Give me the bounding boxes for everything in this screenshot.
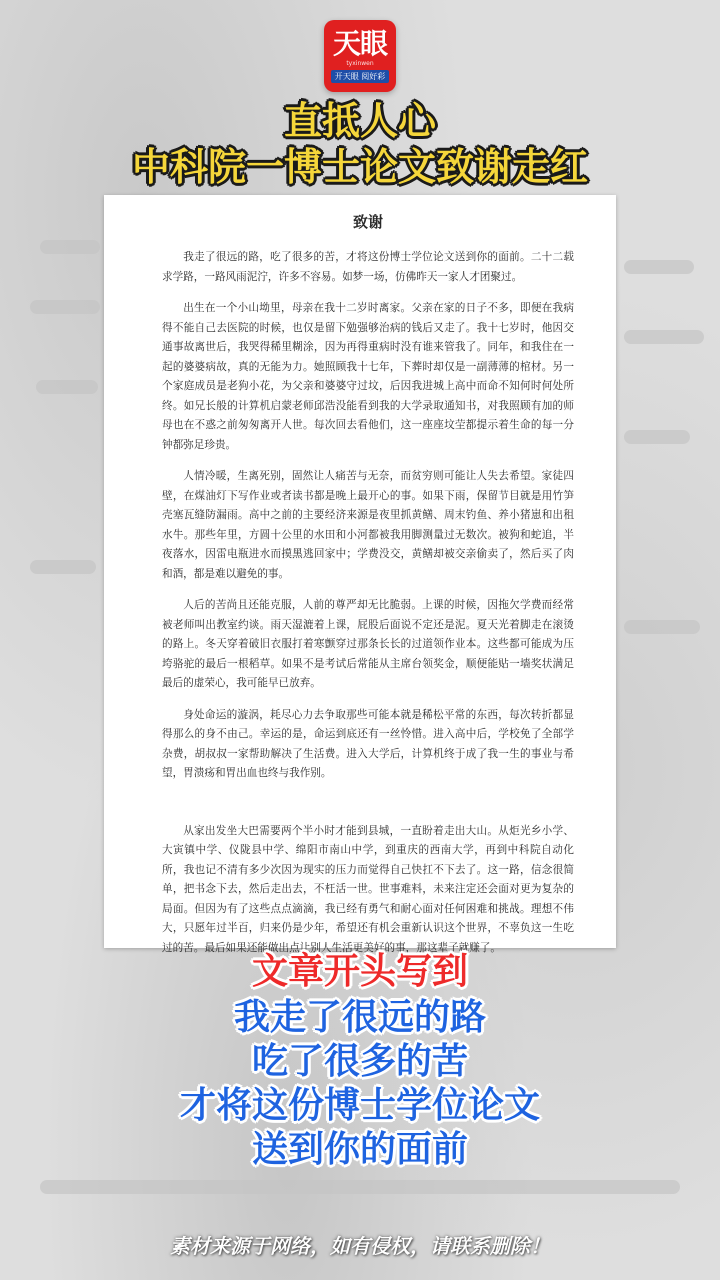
headline-line-2: 中科院一博士论文致谢走红	[131, 145, 588, 189]
caption-quote-line: 才将这份博士学位论文	[179, 1085, 540, 1126]
document-paragraph: 出生在一个小山坳里，母亲在我十二岁时离家。父亲在家的日子不多，即便在我病得不能自己去医院的时候，也仅是留下勉强够治病的钱后又走了。我十七岁时，他因交通事故离世后，我哭得稀里糊涂，因为再得重病时没有谁来管我了。同年，和我住在一起的婆婆病故，真的无能为力。她照顾我十七年，下葬时却仅是一副薄薄的棺材。另一个家庭成员是老狗小花，为父亲和婆婆守过坟，后因我进城上高中而命不知何时何处所终。如兄长般的计算机启蒙老师邱浩没能看到我的大学录取通知书，对我照顾有加的师母也在不惑之前匆匆离开人世。每次回去看他们，这一座座坟茔都提示着生命的每一分钟都弥足珍贵。	[162, 302, 574, 451]
document-paragraph: 人情冷暖，生离死别，固然让人痛苦与无奈，而贫穷则可能让人失去希望。家徒四壁，在煤油灯下写作业或者读书都是晚上最开心的事。如果下雨，保留节目就是用竹笋壳塞瓦缝防漏雨。高中之前的主要经济来源是夜里抓黄鳝、周末钓鱼、养小猪崽和出租水牛。那些年里，方圆十公里的水田和小河都被我用脚测量过无数次。被狗和蛇追，半夜落水，因雷电瓶进水而摸黑逃回家中；学费没交，黄鳝却被交亲偷卖了，然后买了肉和酒，都是难以避免的事。	[162, 470, 574, 580]
caption-quote-line: 送到你的面前	[251, 1129, 468, 1170]
copyright-disclaimer: 素材来源于网络，如有侵权，请联系删除！	[170, 1234, 550, 1258]
acknowledgement-document	[104, 195, 616, 954]
logo-subtext: tyxinwen	[346, 60, 374, 67]
logo-name: 天眼	[332, 27, 387, 60]
caption-quote-line: 我走了很远的路	[233, 997, 486, 1038]
tianyan-logo	[324, 20, 396, 92]
document-paragraph: 从家出发坐大巴需要两个半小时才能到县城，一直盼着走出大山。从炬光乡小学、大寅镇中学、仪陇县中学、绵阳市南山中学，到重庆的西南大学，再到中科院自动化所，我也记不清有多少次因为现实的压力而觉得自己快扛不下去了。这一路，信念很简单，把书念下去，然后走出去，不枉活一世。世事难料，未来注定还会面对更为复杂的局面。但因为有了这些点点滴滴，我已经有勇气和耐心面对任何困难和挑战。理想不伟大，只愿年过半百，归来仍是少年，希望还有机会重新认识这个世界，不辜负这一生吃过的苦。最后如果还能做出点让别人生活更美好的事，那这辈子就赚了。	[162, 824, 574, 954]
document-paragraph: 人后的苦尚且还能克服，人前的尊严却无比脆弱。上课的时候，因拖欠学费而经常被老师叫出教室约谈。雨天湿漉着上课，屁股后面说不定还是泥。夏天光着脚走在滚烫的路上。冬天穿着破旧衣服打着寒颤穿过那条长长的过道领作业本。这些都可能成为压垮骆驼的最后一根稻草。如果不是考试后常能从主席台领奖金，顺便能贴一墙奖状满足最后的虚荣心，我可能早已放弃。	[162, 599, 574, 689]
caption-quote-line: 吃了很多的苦	[251, 1041, 468, 1082]
document-title: 致谢	[352, 213, 383, 231]
document-paragraph: 我走了很远的路，吃了很多的苦，才将这份博士学位论文送到你的面前。二十二载求学路，一路风雨泥泞，许多不容易。如梦一场，仿佛昨天一家人才团聚过。	[162, 251, 574, 283]
document-paragraph: 身处命运的漩涡，耗尽心力去争取那些可能本就是稀松平常的东西，每次转折都显得那么的身不由己。幸运的是，命运到底还有一丝怜惜。进入高中后，学校免了全部学杂费，胡叔叔一家帮助解决了生活费。进入大学后，计算机终于成了我一生的事业与希望，胃溃疡和胃出血也终与我作别。	[162, 708, 574, 779]
headline-line-1: 直抵人心	[283, 99, 436, 143]
caption-intro: 文章开头写到	[251, 951, 468, 992]
logo-slogan: 开天眼 阅好彩	[331, 70, 390, 83]
